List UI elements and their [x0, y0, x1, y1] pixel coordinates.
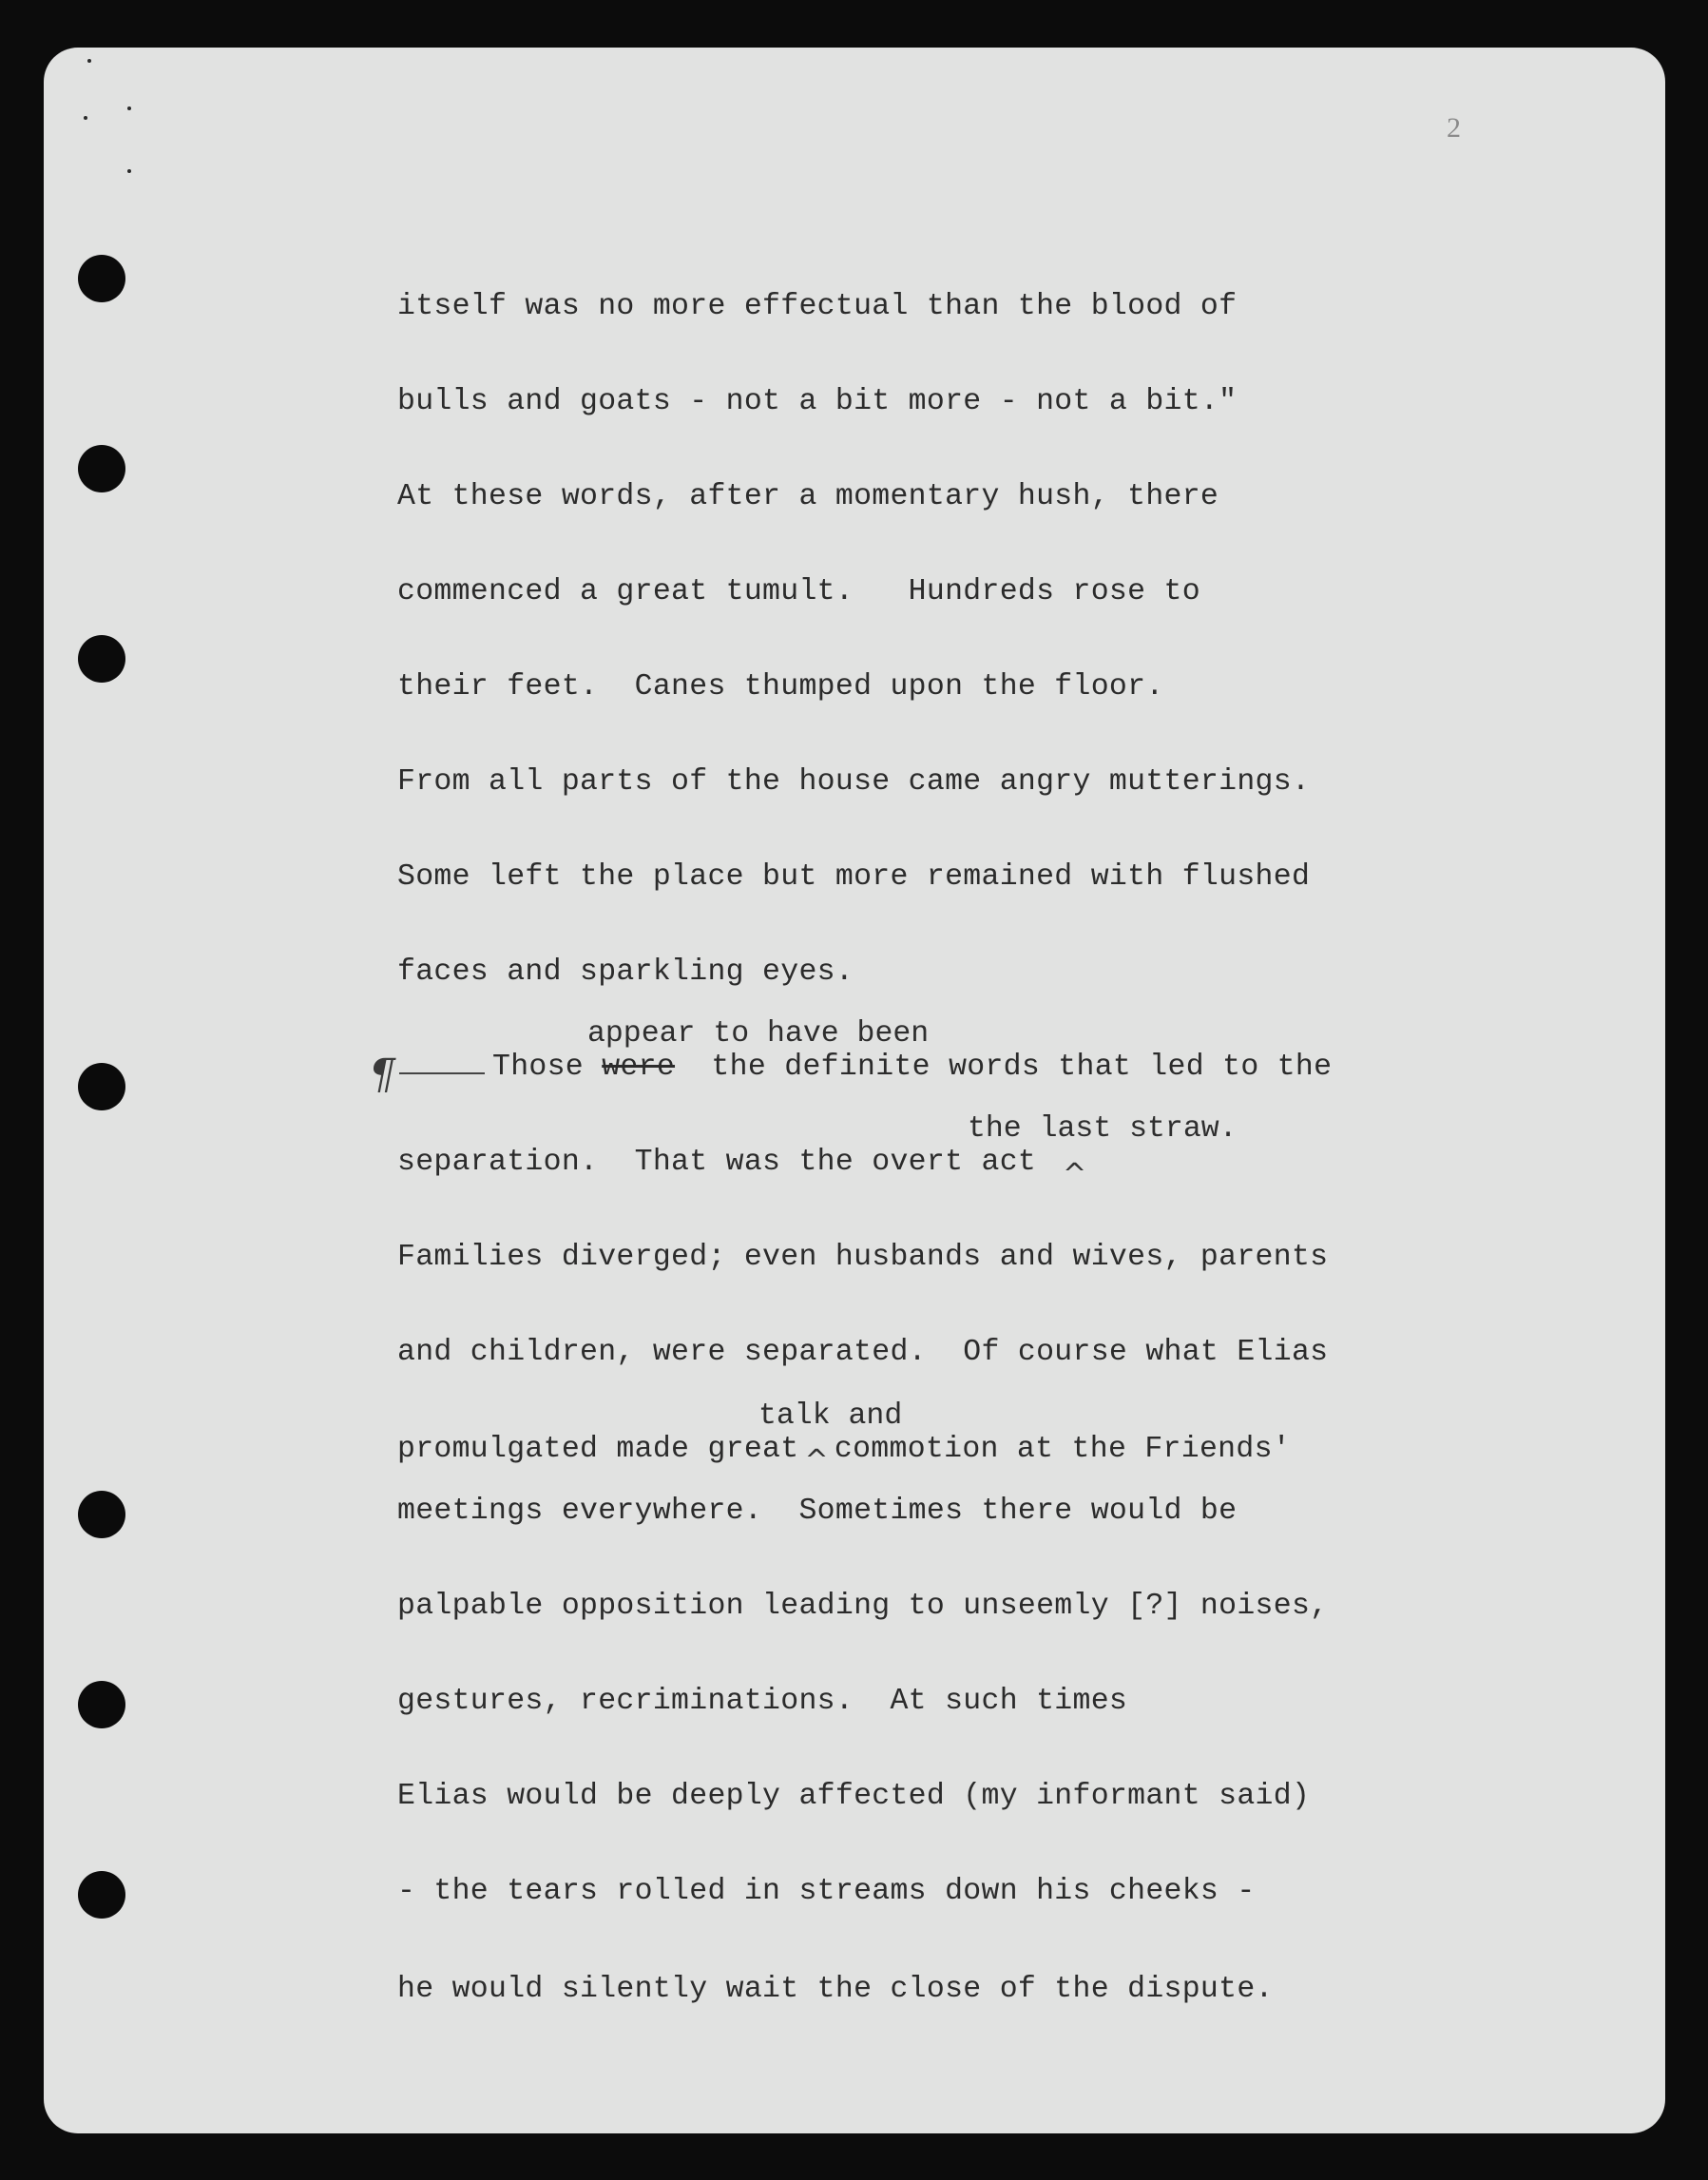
insertion-caret: ^ — [1063, 1158, 1087, 1191]
text-line: itself was no more effectual than the blood of — [397, 290, 1238, 323]
text-line: At these words, after a momentary hush, there — [397, 480, 1219, 513]
binder-hole — [78, 445, 125, 492]
speck — [127, 169, 131, 173]
text-line: Elias would be deeply affected (my informant said) — [397, 1780, 1311, 1813]
binder-hole — [78, 1491, 125, 1538]
text-line: promulgated made great ^ commotion at the Friends' — [397, 1433, 1291, 1477]
text-line: Some left the place but more remained with flushed — [397, 860, 1311, 894]
paragraph-rule — [399, 1072, 485, 1074]
typescript-page — [44, 48, 1665, 2133]
text-line: palpable opposition leading to unseemly [?] noises, — [397, 1590, 1329, 1623]
binder-hole — [78, 1681, 125, 1728]
insertion-caret: ^ — [804, 1444, 829, 1477]
text-line: bulls and goats - not a bit more - not a bit." — [397, 385, 1238, 418]
text-line: From all parts of the house came angry mutterings. — [397, 765, 1311, 799]
inserted-text: appear to have been — [587, 1017, 930, 1051]
text-line: their feet. Canes thumped upon the floor. — [397, 670, 1164, 704]
text-line: faces and sparkling eyes. — [397, 955, 854, 989]
binder-hole — [78, 255, 125, 302]
speck — [87, 59, 91, 63]
inserted-text: talk and — [758, 1399, 903, 1433]
binder-hole — [78, 1063, 125, 1110]
text-line: - the tears rolled in streams down his cheeks - — [397, 1875, 1256, 1908]
struck-word: were — [602, 1051, 676, 1084]
text-line: meetings everywhere. Sometimes there would be — [397, 1495, 1238, 1528]
binder-hole — [78, 1871, 125, 1919]
text-line: and children, were separated. Of course what Elias — [397, 1336, 1329, 1369]
text-line: commenced a great tumult. Hundreds rose to — [397, 575, 1200, 608]
speck — [84, 116, 87, 120]
text-line: gestures, recriminations. At such times — [397, 1685, 1128, 1718]
page-number: 2 — [1447, 112, 1461, 144]
text-line: he would silently wait the close of the dispute. — [397, 1973, 1274, 2006]
binder-hole — [78, 635, 125, 683]
paragraph-mark: ¶ — [369, 1051, 395, 1099]
text-line: Families diverged; even husbands and wives, parents — [397, 1241, 1329, 1274]
speck — [127, 106, 131, 110]
inserted-text: the last straw. — [968, 1112, 1238, 1146]
text-line: separation. That was the overt act — [397, 1146, 1037, 1179]
text-line: Those were the definite words that led to the — [492, 1051, 1333, 1084]
